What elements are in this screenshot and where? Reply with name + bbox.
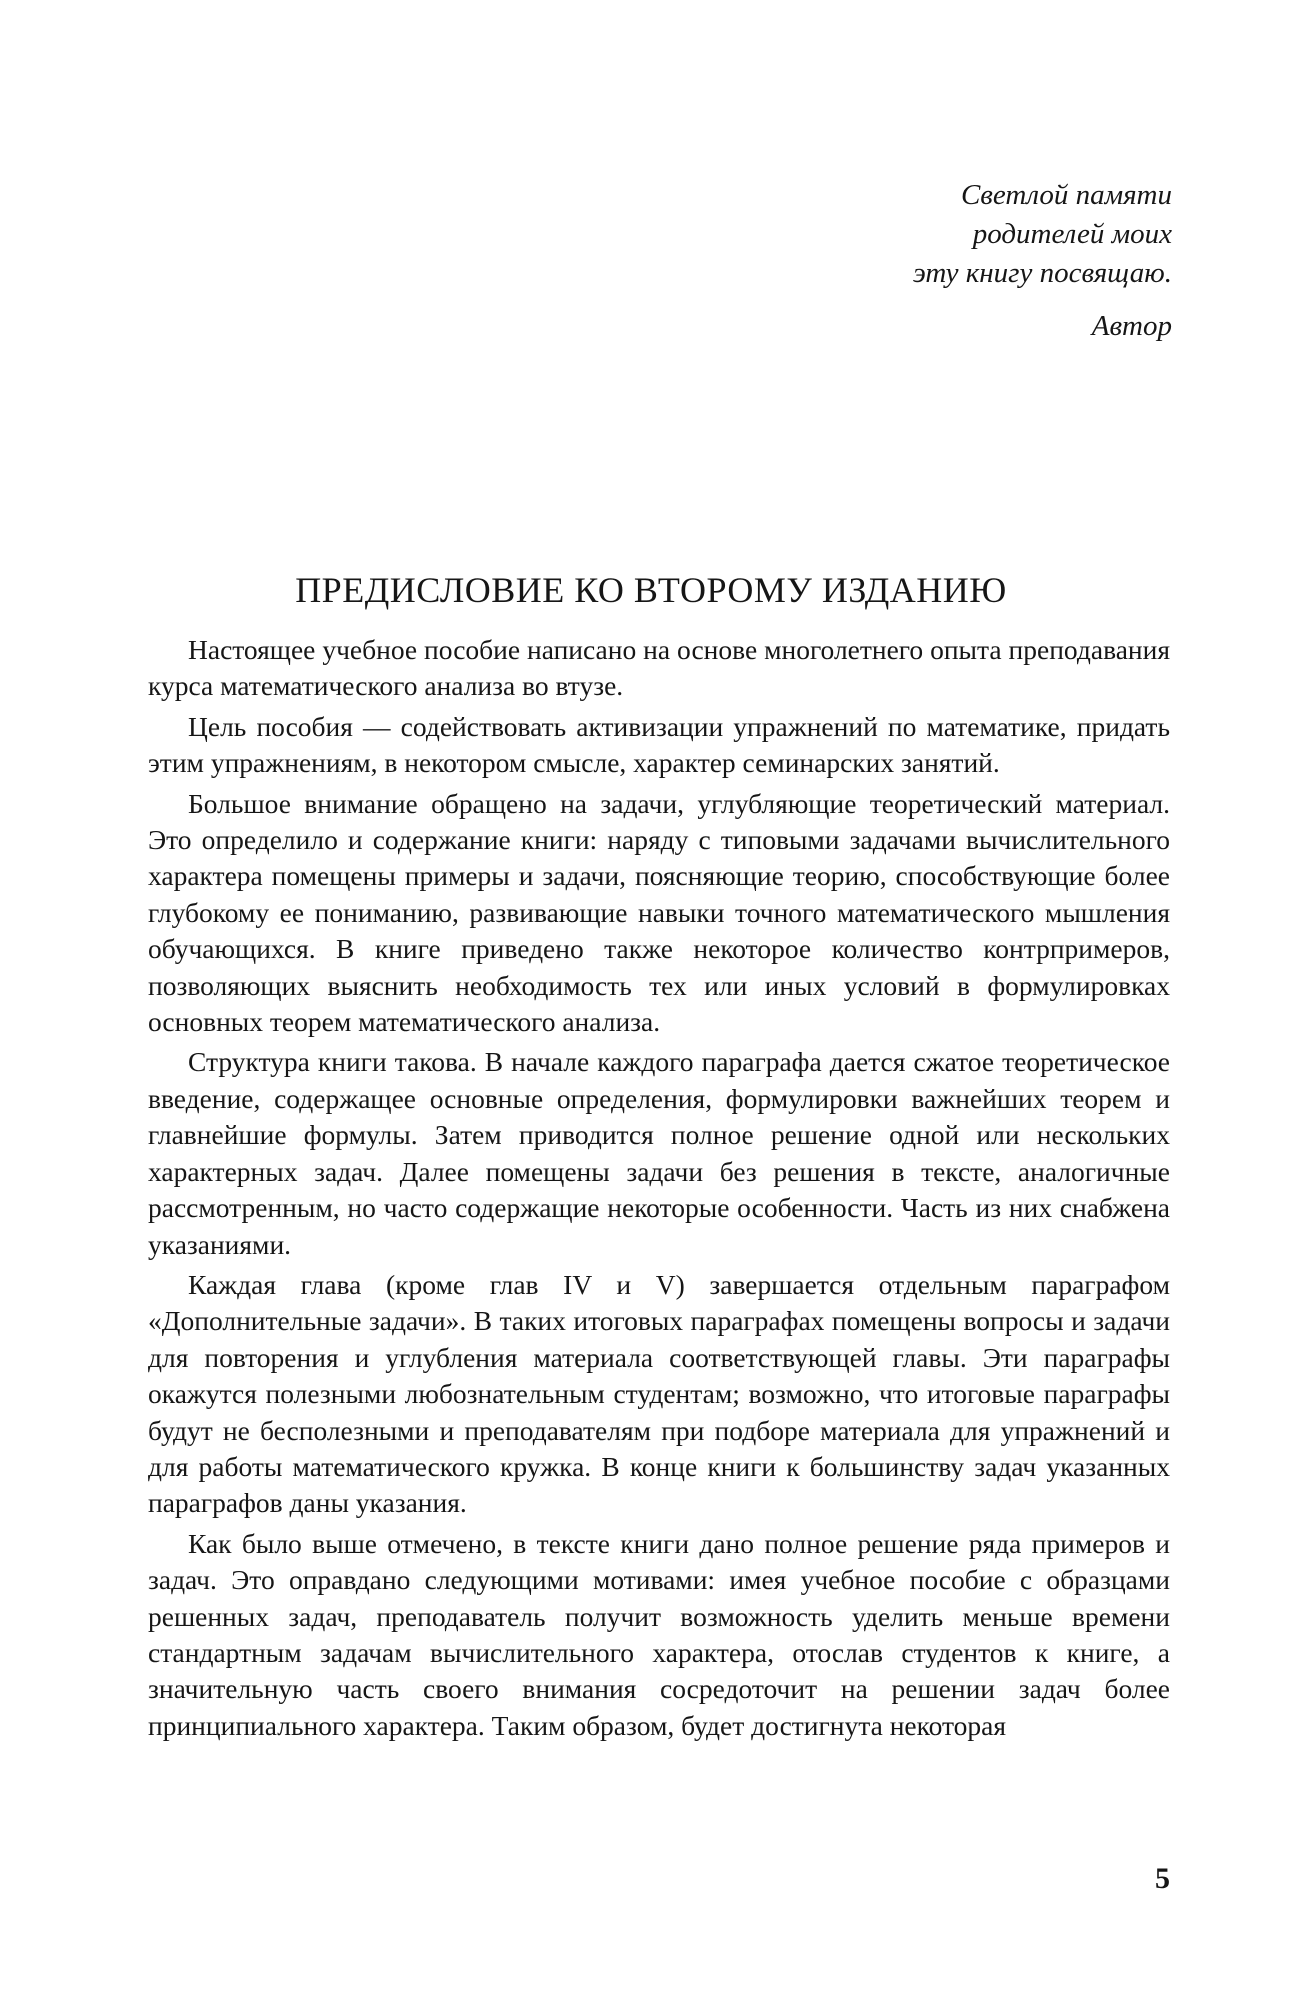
paragraph: Большое внимание обращено на задачи, углубляющие теоретический материал. Это определило и содержание книги: наряду с типовыми задачами вычислительного характера помещены примеры и задачи, поясняющие теорию, способствующие более глубокому ее пониманию, развивающие навыки точного математического мышления обучающихся. В книге приведено также некоторое количество контрпримеров, позволяющих выяснить необходимость тех или иных условий в формулировках основных теорем математического анализа. (148, 787, 1170, 1038)
paragraph: Цель пособия — содействовать активизации упражнений по математике, придать этим упражнениям, в некотором смысле, характер семинарских занятий. (148, 710, 1170, 779)
paragraph: Структура книги такова. В начале каждого параграфа дается сжатое теоретическое введение, содержащее основные определения, формулировки важнейших теорем и главнейшие формулы. Затем приводится полное решение одной или нескольких характерных задач. Далее помещены задачи без решения в тексте, аналогичные рассмотренным, но часто содержащие некоторые особенности. Часть из них снабжена указаниями. (148, 1046, 1170, 1260)
dedication-line: эту книгу посвящаю. (912, 257, 1172, 289)
paragraph: Каждая глава (кроме глав IV и V) завершается отдельным параграфом «Дополнительные задачи». В таких итоговых параграфах помещены вопросы и задачи для повторения и углубления материала соответствующей главы. Эти параграфы окажутся полезными любознательным студентам; возможно, что итоговые параграфы будут не бесполезными и преподавателям при подборе материала для упражнений и для работы математического кружка. В конце книги к большинству задач указанных параграфов даны указания. (148, 1268, 1170, 1519)
section-title: ПРЕДИСЛОВИЕ КО ВТОРОМУ ИЗДАНИЮ (295, 570, 1007, 610)
page-number: 5 (1155, 1862, 1170, 1895)
paragraph: Как было выше отмечено, в тексте книги дано полное решение ряда примеров и задач. Это оправдано следующими мотивами: имея учебное пособие с образцами решенных задач, преподаватель получит возможность уделить меньше времени стандартным задачам вычислительного характера, отослав студентов к книге, а значительную часть своего внимания сосредоточит на решении задач более принципиального характера. Таким образом, будет достигнута некоторая (148, 1527, 1170, 1741)
preface-body (148, 632, 1170, 1748)
dedication (913, 176, 1172, 346)
dedication-line: Светлой памяти (960, 179, 1172, 211)
dedication-line: родителей моих (972, 218, 1172, 250)
paragraph: Настоящее учебное пособие написано на основе многолетнего опыта преподавания курса математического анализа во втузе. (148, 634, 1170, 702)
dedication-author: Автор (1091, 310, 1172, 342)
